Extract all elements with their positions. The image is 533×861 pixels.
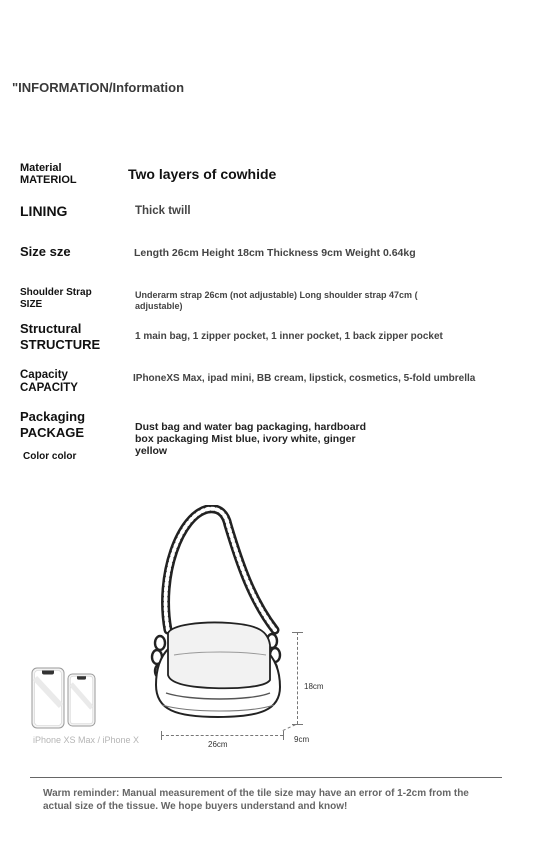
width-dimension-cap-right [283,731,284,740]
dimension-depth-label: 9cm [294,735,310,744]
phone-large-icon [32,668,64,728]
label-capacity-caps: CAPACITY [20,382,78,394]
value-shoulder-strap [135,290,418,312]
label-packaging-en: Packaging [20,409,86,424]
bag-strap [166,509,275,630]
label-shoulder-strap-en: Shoulder Strap [20,287,92,298]
label-shoulder-strap-caps: SIZE [20,299,43,310]
value-shoulder-strap-line-2: adjustable) [135,301,183,311]
label-material [20,162,77,186]
value-packaging-line-3: yellow [135,445,168,457]
label-material-caps: MATERIOL [20,174,77,186]
height-dimension-line [297,632,299,724]
dimension-height-label: 18cm [304,682,324,691]
bag-flap [168,622,270,688]
value-lining: Thick twill [135,205,191,217]
divider-line [30,777,502,778]
label-capacity-en: Capacity [20,369,68,381]
phone-caption: iPhone XS Max / iPhone X [33,735,140,745]
label-packaging [20,409,85,441]
value-shoulder-strap-line-1: Underarm strap 26cm (not adjustable) Long shoulder strap 47cm ( [135,290,418,300]
value-capacity: IPhoneXS Max, ipad mini, BB cream, lipstick, cosmetics, 5-fold umbrella [133,373,476,384]
value-structure: 1 main bag, 1 zipper pocket, 1 inner pocket, 1 back zipper pocket [135,331,443,342]
label-structure [20,321,100,353]
label-lining: LINING [20,203,68,219]
width-dimension-line [161,735,283,737]
phones-illustration [28,666,100,730]
label-structure-en: Structural [20,321,82,336]
section-title: "INFORMATION/Information [12,80,185,95]
value-packaging [135,421,366,457]
label-packaging-caps: PACKAGE [20,425,85,440]
height-dimension-cap-top [292,632,303,633]
label-material-en: Material [20,162,62,174]
value-material: Two layers of cowhide [128,166,277,182]
width-dimension-cap-left [161,731,162,740]
value-size: Length 26cm Height 18cm Thickness 9cm Weight 0.64kg [134,247,416,259]
warm-reminder [43,787,503,813]
label-shoulder-strap [20,287,92,311]
label-color: Color color [23,451,77,462]
value-packaging-line-1: Dust bag and water bag packaging, hardboard [135,421,367,433]
dimension-width-label: 26cm [208,740,228,749]
label-structure-caps: STRUCTURE [20,337,101,352]
warm-reminder-line-1: Warm reminder: Manual measurement of the tile size may have an error of 1-2cm from the [43,788,469,799]
label-size: Size sze [20,244,71,259]
label-capacity [20,369,78,395]
warm-reminder-line-2: actual size of the tissue. We hope buyers understand and know! [43,801,348,812]
phone-small-icon [68,674,95,726]
value-packaging-line-2: box packaging Mist blue, ivory white, ginger [135,433,356,445]
bag-illustration [140,505,330,745]
